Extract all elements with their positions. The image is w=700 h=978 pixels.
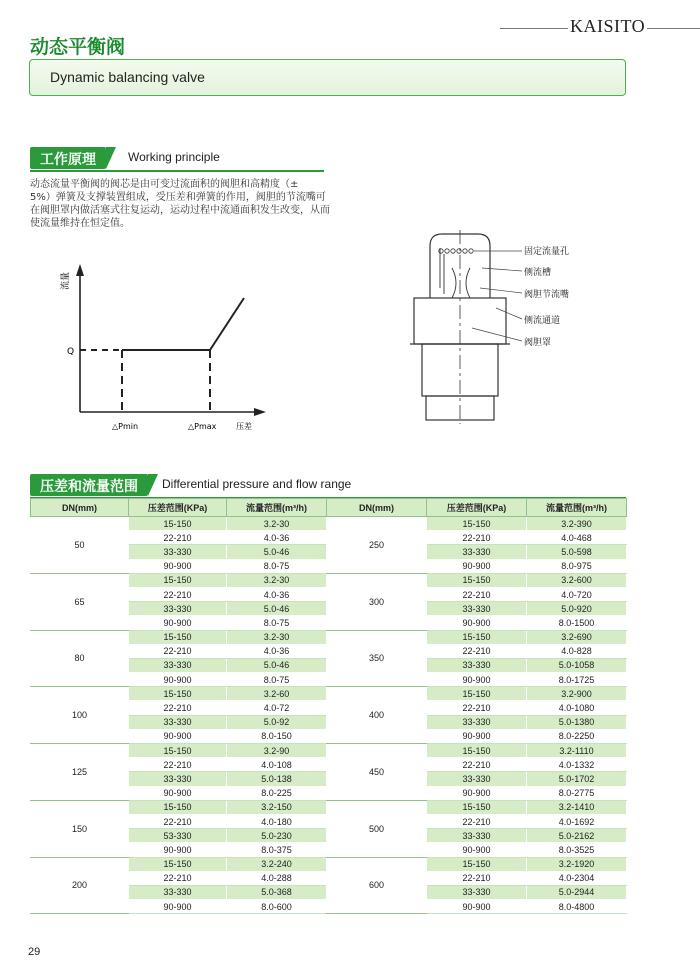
flow-cell: 4.0-72 bbox=[227, 701, 327, 715]
range-tab: 压差和流量范围 bbox=[30, 474, 148, 496]
pressure-cell: 33-330 bbox=[427, 602, 527, 616]
pressure-cell: 22-210 bbox=[427, 758, 527, 772]
flow-cell: 5.0-138 bbox=[227, 772, 327, 786]
pressure-cell: 22-210 bbox=[427, 701, 527, 715]
flow-cell: 5.0-92 bbox=[227, 715, 327, 729]
table-row bbox=[31, 517, 627, 531]
pressure-cell: 22-210 bbox=[129, 587, 227, 601]
pressure-cell: 22-210 bbox=[427, 587, 527, 601]
range-header bbox=[30, 474, 626, 498]
working-principle-label: Working principle bbox=[128, 150, 220, 164]
header-cell: 流量范围(m³/h) bbox=[527, 499, 627, 517]
flow-cell: 8.0-75 bbox=[227, 559, 327, 573]
flow-cell: 3.2-1920 bbox=[527, 857, 627, 871]
flow-cell: 4.0-36 bbox=[227, 587, 327, 601]
brand-logo: KAISITO bbox=[570, 16, 646, 36]
pressure-cell: 90-900 bbox=[129, 559, 227, 573]
pressure-cell: 33-330 bbox=[129, 885, 227, 899]
flow-cell: 4.0-180 bbox=[227, 814, 327, 828]
flow-cell: 8.0-1500 bbox=[527, 616, 627, 630]
pressure-cell: 22-210 bbox=[427, 871, 527, 885]
pressure-cell: 33-330 bbox=[129, 545, 227, 559]
flow-cell: 5.0-46 bbox=[227, 658, 327, 672]
valve-label: 阀胆节流嘴 bbox=[524, 290, 570, 300]
y-axis-arrow-icon bbox=[76, 264, 84, 276]
flow-cell: 5.0-2162 bbox=[527, 829, 627, 843]
flow-cell: 5.0-920 bbox=[527, 602, 627, 616]
pressure-cell: 90-900 bbox=[427, 786, 527, 800]
flow-pressure-graph bbox=[50, 262, 290, 437]
dn-cell: 400 bbox=[327, 687, 427, 744]
dn-cell: 50 bbox=[31, 517, 129, 574]
working-description bbox=[30, 178, 330, 230]
flow-cell: 8.0-600 bbox=[227, 900, 327, 914]
pressure-cell: 22-210 bbox=[129, 871, 227, 885]
flow-cell: 4.0-468 bbox=[527, 531, 627, 545]
page-title-cn: 动态平衡阀 bbox=[30, 36, 126, 58]
description-line: 使流量维持在恒定值。 bbox=[30, 218, 130, 229]
rising-flow-line bbox=[210, 298, 244, 350]
graph-ylabel: 流量 bbox=[61, 271, 71, 290]
pressure-cell: 90-900 bbox=[427, 843, 527, 857]
flow-cell: 4.0-2304 bbox=[527, 871, 627, 885]
flow-cell: 4.0-36 bbox=[227, 531, 327, 545]
graph-q-label: Q bbox=[67, 347, 75, 357]
flow-cell: 3.2-690 bbox=[527, 630, 627, 644]
flow-cell: 5.0-1380 bbox=[527, 715, 627, 729]
header-cell: 压差范围(KPa) bbox=[427, 499, 527, 517]
pressure-cell: 15-150 bbox=[427, 687, 527, 701]
flow-cell: 3.2-90 bbox=[227, 744, 327, 758]
range-table bbox=[30, 498, 627, 914]
pressure-cell: 90-900 bbox=[427, 900, 527, 914]
table-row bbox=[31, 630, 627, 644]
pressure-cell: 15-150 bbox=[129, 857, 227, 871]
flow-cell: 8.0-150 bbox=[227, 729, 327, 743]
table-row bbox=[31, 573, 627, 587]
header-cell: DN(mm) bbox=[31, 499, 129, 517]
flow-cell: 3.2-1110 bbox=[527, 744, 627, 758]
flow-cell: 8.0-75 bbox=[227, 616, 327, 630]
dn-cell: 300 bbox=[327, 573, 427, 630]
dn-cell: 250 bbox=[327, 517, 427, 574]
pressure-cell: 22-210 bbox=[129, 814, 227, 828]
pressure-cell: 33-330 bbox=[427, 658, 527, 672]
flow-cell: 8.0-375 bbox=[227, 843, 327, 857]
flow-cell: 5.0-1058 bbox=[527, 658, 627, 672]
pressure-cell: 15-150 bbox=[427, 800, 527, 814]
pressure-cell: 15-150 bbox=[129, 630, 227, 644]
flow-cell: 4.0-36 bbox=[227, 644, 327, 658]
description-line: 在阀胆罩内做活塞式往复运动，运动过程中流通面积发生改变，从而 bbox=[30, 205, 330, 216]
dn-cell: 150 bbox=[31, 800, 129, 857]
flow-cell: 3.2-150 bbox=[227, 800, 327, 814]
pressure-cell: 22-210 bbox=[427, 814, 527, 828]
flow-cell: 8.0-1725 bbox=[527, 673, 627, 687]
pressure-cell: 33-330 bbox=[129, 658, 227, 672]
working-principle-tab: 工作原理 bbox=[30, 147, 106, 169]
valve-label: 固定流量孔 bbox=[524, 247, 570, 257]
flow-cell: 3.2-240 bbox=[227, 857, 327, 871]
table-header-row bbox=[31, 499, 627, 517]
pressure-cell: 15-150 bbox=[129, 800, 227, 814]
flow-cell: 8.0-3525 bbox=[527, 843, 627, 857]
flow-cell: 8.0-225 bbox=[227, 786, 327, 800]
description-line: 5%）弹簧及支撑装置组成，受压差和弹簧的作用，阀胆的节流嘴可 bbox=[30, 192, 326, 203]
pressure-cell: 33-330 bbox=[427, 829, 527, 843]
range-table-wrap bbox=[30, 498, 626, 914]
flow-cell: 4.0-720 bbox=[527, 587, 627, 601]
dn-cell: 450 bbox=[327, 744, 427, 801]
pressure-cell: 33-330 bbox=[427, 715, 527, 729]
pressure-cell: 33-330 bbox=[427, 885, 527, 899]
header-cell: 压差范围(KPa) bbox=[129, 499, 227, 517]
pressure-cell: 90-900 bbox=[427, 559, 527, 573]
pressure-cell: 15-150 bbox=[129, 744, 227, 758]
pressure-cell: 90-900 bbox=[129, 616, 227, 630]
header-cell: 流量范围(m³/h) bbox=[227, 499, 327, 517]
flow-cell: 5.0-2944 bbox=[527, 885, 627, 899]
flow-cell: 3.2-30 bbox=[227, 573, 327, 587]
table-row bbox=[31, 687, 627, 701]
pressure-cell: 90-900 bbox=[427, 616, 527, 630]
flow-cell: 4.0-288 bbox=[227, 871, 327, 885]
pressure-cell: 90-900 bbox=[129, 843, 227, 857]
pressure-cell: 90-900 bbox=[427, 729, 527, 743]
flow-cell: 3.2-390 bbox=[527, 517, 627, 531]
dn-cell: 125 bbox=[31, 744, 129, 801]
valve-label: 侧流通道 bbox=[524, 316, 561, 326]
flow-cell: 8.0-75 bbox=[227, 673, 327, 687]
pressure-cell: 90-900 bbox=[129, 673, 227, 687]
flow-cell: 5.0-1702 bbox=[527, 772, 627, 786]
graph-pmin-label: △Pmin bbox=[112, 422, 139, 431]
flow-cell: 3.2-600 bbox=[527, 573, 627, 587]
page-number: 29 bbox=[28, 946, 41, 958]
pressure-cell: 33-330 bbox=[427, 772, 527, 786]
pressure-cell: 53-330 bbox=[129, 829, 227, 843]
pressure-cell: 15-150 bbox=[427, 744, 527, 758]
flow-cell: 4.0-1692 bbox=[527, 814, 627, 828]
pressure-cell: 15-150 bbox=[427, 857, 527, 871]
flow-cell: 8.0-4800 bbox=[527, 900, 627, 914]
pressure-cell: 22-210 bbox=[129, 644, 227, 658]
dn-cell: 200 bbox=[31, 857, 129, 914]
table-row bbox=[31, 800, 627, 814]
dn-cell: 500 bbox=[327, 800, 427, 857]
dn-cell: 80 bbox=[31, 630, 129, 687]
pressure-cell: 15-150 bbox=[129, 517, 227, 531]
pressure-cell: 15-150 bbox=[427, 630, 527, 644]
range-label: Differential pressure and flow range bbox=[162, 477, 352, 491]
section-rule bbox=[30, 170, 324, 172]
pressure-cell: 22-210 bbox=[427, 644, 527, 658]
flow-cell: 5.0-230 bbox=[227, 829, 327, 843]
working-principle-header bbox=[30, 147, 324, 171]
pressure-cell: 33-330 bbox=[129, 715, 227, 729]
flow-cell: 5.0-598 bbox=[527, 545, 627, 559]
flow-cell: 3.2-30 bbox=[227, 630, 327, 644]
pressure-cell: 22-210 bbox=[129, 758, 227, 772]
pressure-cell: 15-150 bbox=[129, 573, 227, 587]
valve-label: 阀胆罩 bbox=[524, 338, 552, 348]
pressure-cell: 15-150 bbox=[427, 573, 527, 587]
title-banner bbox=[29, 59, 626, 96]
graph-xlabel: 压差 bbox=[236, 422, 252, 431]
flow-cell: 3.2-1410 bbox=[527, 800, 627, 814]
flow-cell: 3.2-60 bbox=[227, 687, 327, 701]
pressure-cell: 22-210 bbox=[129, 701, 227, 715]
pressure-cell: 15-150 bbox=[129, 687, 227, 701]
dn-cell: 65 bbox=[31, 573, 129, 630]
pressure-cell: 22-210 bbox=[427, 531, 527, 545]
dn-cell: 600 bbox=[327, 857, 427, 914]
pressure-cell: 33-330 bbox=[129, 772, 227, 786]
pressure-cell: 90-900 bbox=[129, 729, 227, 743]
flow-cell: 4.0-108 bbox=[227, 758, 327, 772]
description-line: 动态流量平衡阀的阀芯是由可变过流面积的阀胆和高精度（± bbox=[30, 179, 299, 190]
flow-cell: 5.0-46 bbox=[227, 545, 327, 559]
pressure-cell: 15-150 bbox=[427, 517, 527, 531]
pressure-cell: 33-330 bbox=[427, 545, 527, 559]
table-row bbox=[31, 744, 627, 758]
pressure-cell: 90-900 bbox=[129, 786, 227, 800]
pressure-cell: 22-210 bbox=[129, 531, 227, 545]
header-cell: DN(mm) bbox=[327, 499, 427, 517]
flow-cell: 4.0-828 bbox=[527, 644, 627, 658]
page-title-en: Dynamic balancing valve bbox=[50, 69, 205, 85]
flow-cell: 8.0-975 bbox=[527, 559, 627, 573]
pressure-cell: 90-900 bbox=[129, 900, 227, 914]
dn-cell: 100 bbox=[31, 687, 129, 744]
flow-cell: 8.0-2775 bbox=[527, 786, 627, 800]
pressure-cell: 90-900 bbox=[427, 673, 527, 687]
pressure-cell: 33-330 bbox=[129, 602, 227, 616]
flow-cell: 4.0-1080 bbox=[527, 701, 627, 715]
flow-cell: 5.0-368 bbox=[227, 885, 327, 899]
flow-cell: 8.0-2250 bbox=[527, 729, 627, 743]
flow-cell: 3.2-30 bbox=[227, 517, 327, 531]
flow-cell: 4.0-1332 bbox=[527, 758, 627, 772]
x-axis-arrow-icon bbox=[254, 408, 266, 416]
graph-pmax-label: △Pmax bbox=[188, 422, 217, 431]
valve-label: 侧流槽 bbox=[524, 268, 552, 278]
flow-cell: 5.0-46 bbox=[227, 602, 327, 616]
dn-cell: 350 bbox=[327, 630, 427, 687]
flow-cell: 3.2-900 bbox=[527, 687, 627, 701]
table-row bbox=[31, 857, 627, 871]
valve-cartridge-diagram bbox=[400, 228, 630, 428]
